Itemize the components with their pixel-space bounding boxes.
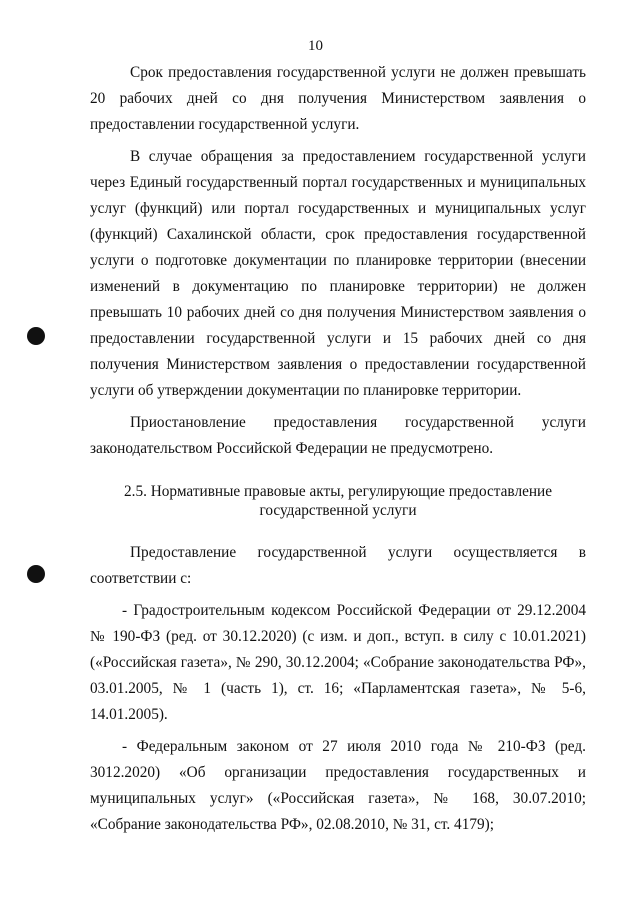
body-section-bottom xyxy=(90,540,586,844)
section-heading xyxy=(90,482,586,520)
list-item-federal-law: - Федеральным законом от 27 июля 2010 года № 210-ФЗ (ред. 3012.2020) «Об организации предоставления государственных и муниципальных услуг» («Российская газета», № 168, 30.07.2010; «Собрание законодательства РФ», 02.08.2010, № 31, ст. 4179); xyxy=(90,738,586,833)
punch-hole-mark xyxy=(27,327,45,345)
paragraph-portal-term: В случае обращения за предоставлением государственной услуги через Единый государственный портал государственных и муниципальных услуг (функций) или портал государственных и муниципальных услуг (функций) Сахалинской области, срок предоставления государственной услуги о подготовке документации по планировке территории (внесении изменений в документацию по планировке территории) не должен превышать 10 рабочих дней со дня получения Министерством заявления о предоставлении государственной услуги и 15 рабочих дней со дня получения Министерством заявления о предоставлении государственной услуги об утверждении документации по планировке территории. xyxy=(90,148,586,399)
section-heading-line-1: 2.5. Нормативные правовые акты, регулирующие предоставление xyxy=(123,483,553,500)
list-item-urban-code: - Градостроительным кодексом Российской Федерации от 29.12.2004 № 190-ФЗ (ред. от 30.12.2020) (с изм. и доп., вступ. в силу с 10.01.2021) («Российская газета», № 290, 30.12.2004; «Собрание законодательства РФ», 03.01.2005, № 1 (часть 1), ст. 16; «Парламентская газета», № 5-6, 14.01.2005). xyxy=(90,602,586,723)
section-heading-line-2: государственной услуги xyxy=(259,502,417,519)
paragraph-legal-basis-intro: Предоставление государственной услуги осуществляется в соответствии с: xyxy=(90,544,586,587)
paragraph-service-term: Срок предоставления государственной услуги не должен превышать 20 рабочих дней со дня получения Министерством заявления о предоставлении государственной услуги. xyxy=(90,64,586,133)
paragraph-suspension: Приостановление предоставления государственной услуги законодательством Российской Федерации не предусмотрено. xyxy=(90,414,586,457)
body-section-top xyxy=(90,60,586,468)
page-number: 10 xyxy=(308,38,323,54)
punch-hole-mark xyxy=(27,565,45,583)
